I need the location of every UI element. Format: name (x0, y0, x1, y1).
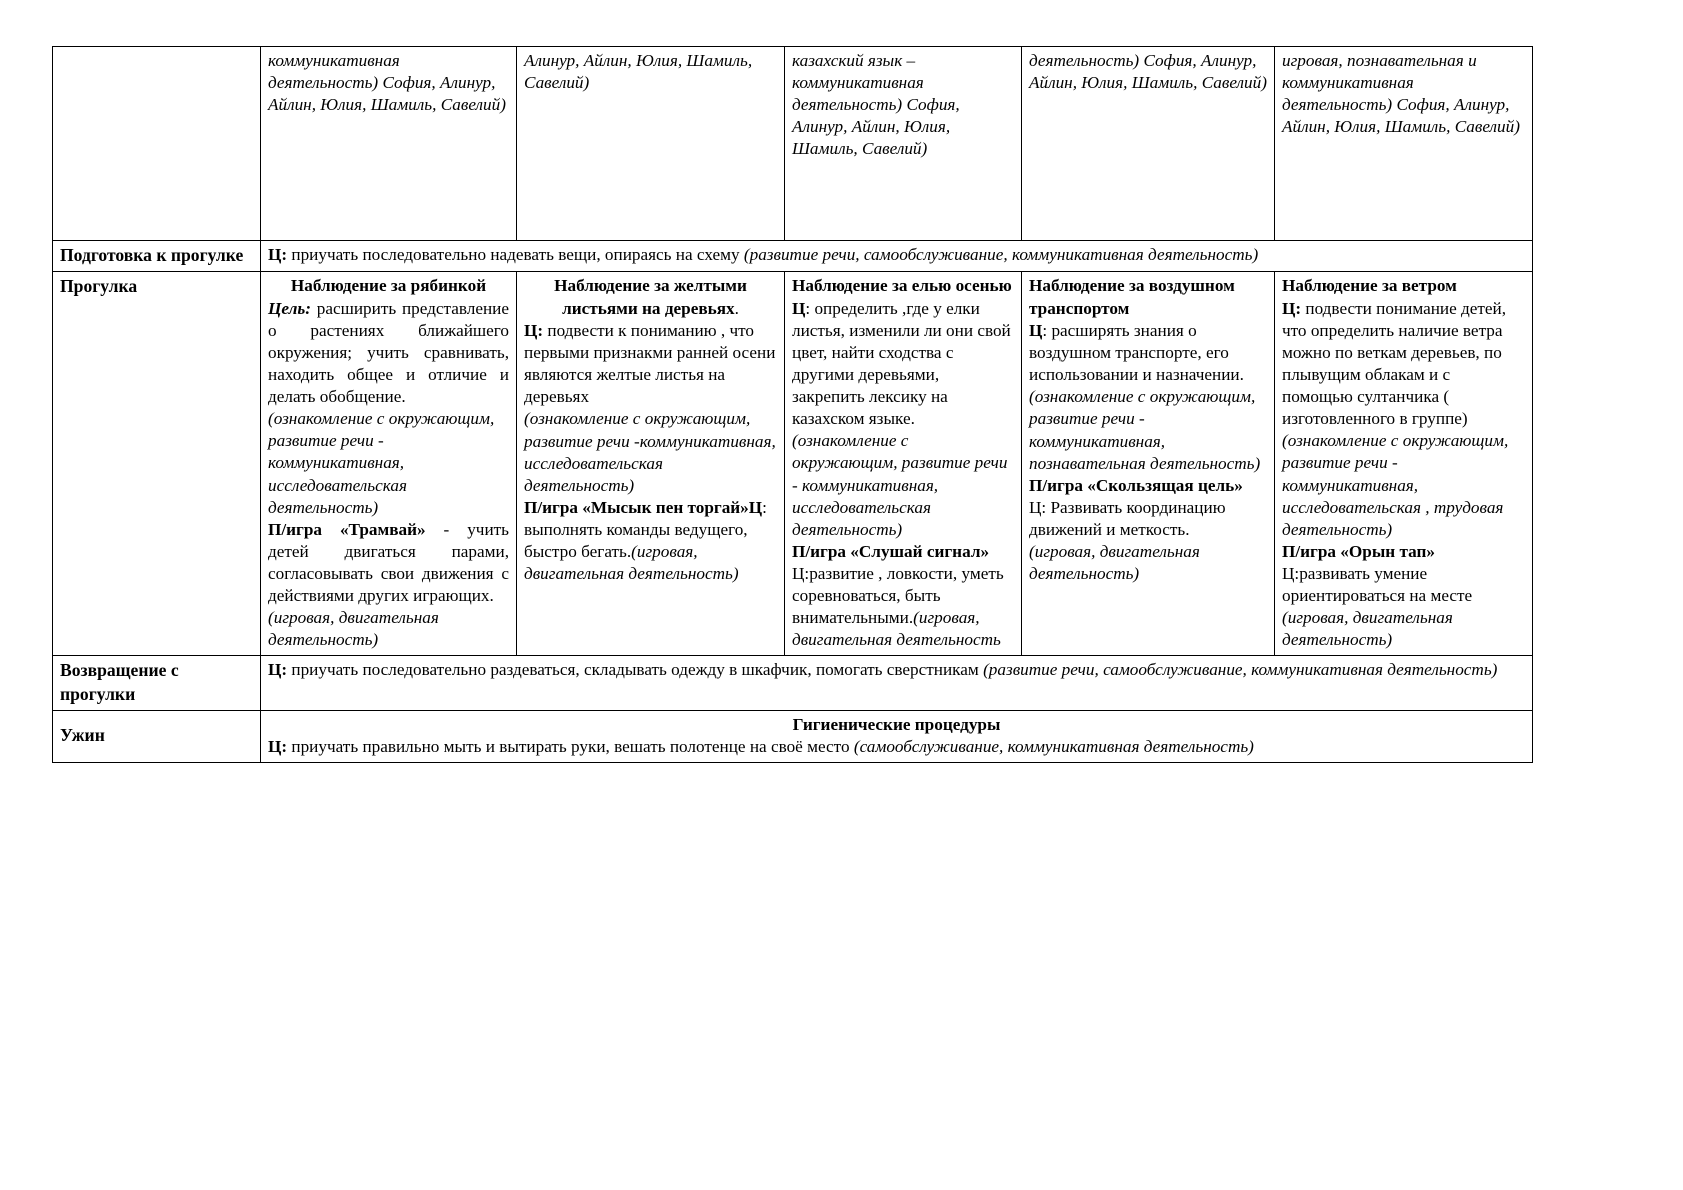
podgotovka-paragraph (268, 244, 1525, 266)
observation-goal-ryabinka (268, 298, 509, 408)
observation-title-el: Наблюдение за елью осенью (792, 276, 1012, 296)
observation-title-listya-period: . (734, 298, 739, 318)
cell-continuation-5 (1275, 47, 1533, 241)
podgotovka-activity-note: (развитие речи, самообслуживание, коммуникативная деятельность) (743, 245, 1259, 264)
game-title-veter: П/игра «Орын тап» (1282, 541, 1435, 561)
cell-continuation-2 (517, 47, 785, 241)
game-title-el: П/игра «Слушай сигнал» (792, 541, 990, 561)
game-note-veter: (игровая, двигательная деятельность) (1282, 608, 1453, 650)
game-desc-el (792, 563, 1014, 651)
vozvrashenie-paragraph (268, 659, 1525, 681)
activity-note-ryabinka: (ознакомление с окружающим, развитие речи - коммуникативная, исследовательская деятельность) (268, 409, 495, 517)
activity-note-listya: (ознакомление с окружающим, развитие речи -коммуникативная, исследовательская деятельность) (524, 409, 776, 495)
observation-title-listya-text: Наблюдение за желтыми листьями на деревьях (554, 276, 747, 318)
continuation-text-5: игровая, познавательная и коммуникативная деятельность) София, Алинур, Айлин, Юлия, Шамиль, Савелий) (1282, 51, 1520, 137)
game-title-ryabinka: П/игра «Трамвай» (268, 519, 444, 539)
cell-continuation-3 (785, 47, 1022, 241)
game-note-transport: (игровая, двигательная деятельность) (1029, 542, 1200, 584)
goal-text: расширить представление о растениях ближайшего окружения; учить сравнивать, находить общее и отличие и делать обобщение. (268, 298, 509, 407)
vozvrashenie-activity-note: (развитие речи, самообслуживание, коммуникативная деятельность) (983, 660, 1498, 680)
game-title-listya-tail: Ц (748, 497, 763, 517)
activity-note-transport: (ознакомление с окружающим, развитие речи - коммуникативная, познавательная деятельность) (1029, 387, 1261, 473)
game-el (792, 541, 1014, 563)
table-row-progulka (53, 272, 1533, 656)
observation-goal-transport (1029, 320, 1267, 386)
goal-marker: Ц (792, 298, 806, 318)
table-row-vozvrashenie (53, 656, 1533, 711)
row-label-progulka: Прогулка (53, 272, 261, 656)
vozvrashenie-goal-text: приучать последовательно раздеваться, складывать одежду в шкафчик, помогать сверстникам (287, 660, 984, 680)
table-row-podgotovka (53, 241, 1533, 272)
goal-marker: Ц: (1282, 298, 1302, 318)
uzhin-paragraph (268, 736, 1525, 758)
game-body-ryabinka: - учить детей двигаться парами, согласовывать свои движения с действиями других играющих. (268, 519, 510, 605)
observation-goal-el (792, 298, 1014, 431)
cell-progulka-transport (1022, 272, 1275, 656)
observation-goal-listya (524, 320, 777, 408)
game-title-transport: П/игра «Скользящая цель» (1029, 475, 1243, 495)
continuation-text-4: деятельность) София, Алинур, Айлин, Юлия, Шамиль, Савелий) (1029, 51, 1267, 93)
observation-title-listya (524, 275, 777, 320)
cell-progulka-listya (517, 272, 785, 656)
cell-continuation-1 (261, 47, 517, 241)
row-label-uzhin (53, 711, 261, 763)
cell-progulka-ryabinka (261, 272, 517, 656)
cell-vozvrashenie (261, 656, 1533, 711)
goal-text: : расширять знания о воздушном транспорте, его использовании и назначении. (1029, 321, 1244, 385)
observation-title-transport: Наблюдение за воздушном транспортом (1029, 276, 1235, 318)
goal-marker: Цель: (268, 298, 311, 318)
game-ryabinka (268, 519, 509, 607)
row-label-empty (53, 47, 261, 241)
game-desc-veter (1282, 563, 1525, 651)
row-label-vozvrashenie: Возвращение с прогулки (53, 656, 261, 711)
activity-note-el: (ознакомление с окружающим, развитие речи - коммуникативная, исследовательская деятельность) (792, 431, 1008, 539)
uzhin-goal-marker: Ц: (268, 737, 288, 757)
game-body-veter: Ц:развивать умение ориентироваться на месте (1282, 563, 1473, 605)
table-row-continuation (53, 47, 1533, 241)
game-note-ryabinka: (игровая, двигательная деятельность) (268, 608, 439, 650)
cell-continuation-4 (1022, 47, 1275, 241)
game-listya (524, 497, 777, 585)
game-note-listya: (игровая, двигательная деятельность) (524, 542, 739, 584)
continuation-text-1: коммуникативная деятельность) София, Алинур, Айлин, Юлия, Шамиль, Савелий) (268, 51, 506, 115)
podgotovka-goal-marker: Ц: (268, 245, 288, 264)
uzhin-activity-note: (самообслуживание, коммуникативная деятельность) (853, 737, 1254, 757)
goal-text: : определить ,где у елки листья, изменили ли они свой цвет, найти сходства с другими деревьями, закрепить лексику на казахском языке. (792, 298, 1011, 429)
vozvrashenie-goal-marker: Ц: (268, 660, 288, 680)
cell-podgotovka (261, 241, 1533, 272)
goal-marker: Ц (1029, 321, 1043, 341)
game-title-listya: П/игра «Мысык пен торгай» (524, 497, 749, 517)
game-body-listya: : выполнять команды ведущего, быстро бегать. (524, 497, 767, 562)
podgotovka-goal-text: приучать последовательно надевать вещи, опираясь на схему (287, 245, 744, 264)
uzhin-goal-text: приучать правильно мыть и вытирать руки, вешать полотенце на своё место (287, 737, 854, 757)
activity-note-veter: (ознакомление с окружающим, развитие речи - коммуникативная, исследовательская , трудовая деятельность) (1282, 431, 1509, 539)
table-row-uzhin (53, 711, 1533, 763)
continuation-text-3: казахский язык – коммуникативная деятельность) София, Алинур, Айлин, Юлия, Шамиль, Савелий) (792, 51, 960, 159)
cell-progulka-el (785, 272, 1022, 656)
schedule-table (52, 46, 1533, 763)
row-label-podgotovka: Подготовка к прогулке (53, 241, 261, 272)
observation-goal-veter (1282, 298, 1525, 431)
goal-text: подвести к пониманию , что первыми признакми ранней осени являются желтые листья на деревьях (524, 321, 776, 407)
goal-text: подвести понимание детей, что определить наличие ветра можно по веткам деревьев, по плывущим облакам и с помощью султанчика ( изготовленного в группе) (1282, 298, 1507, 429)
row-label-uzhin-text: Ужин (60, 725, 105, 746)
cell-uzhin (261, 711, 1533, 763)
observation-title-veter: Наблюдение за ветром (1282, 276, 1457, 296)
goal-marker: Ц: (524, 321, 544, 341)
observation-title-ryabinka: Наблюдение за рябинкой (290, 276, 487, 296)
cell-progulka-veter (1275, 272, 1533, 656)
hygiene-procedures-title: Гигиенические процедуры (792, 715, 1001, 735)
game-body-el: Ц:развитие , ловкости, уметь соревноваться, быть внимательными. (792, 563, 1004, 628)
game-note-el: (игровая, двигательная деятельность (792, 608, 1001, 650)
game-body-transport: Ц: Развивать координацию движений и меткость. (1029, 497, 1226, 539)
continuation-text-2: Алинур, Айлин, Юлия, Шамиль, Савелий) (524, 51, 753, 93)
